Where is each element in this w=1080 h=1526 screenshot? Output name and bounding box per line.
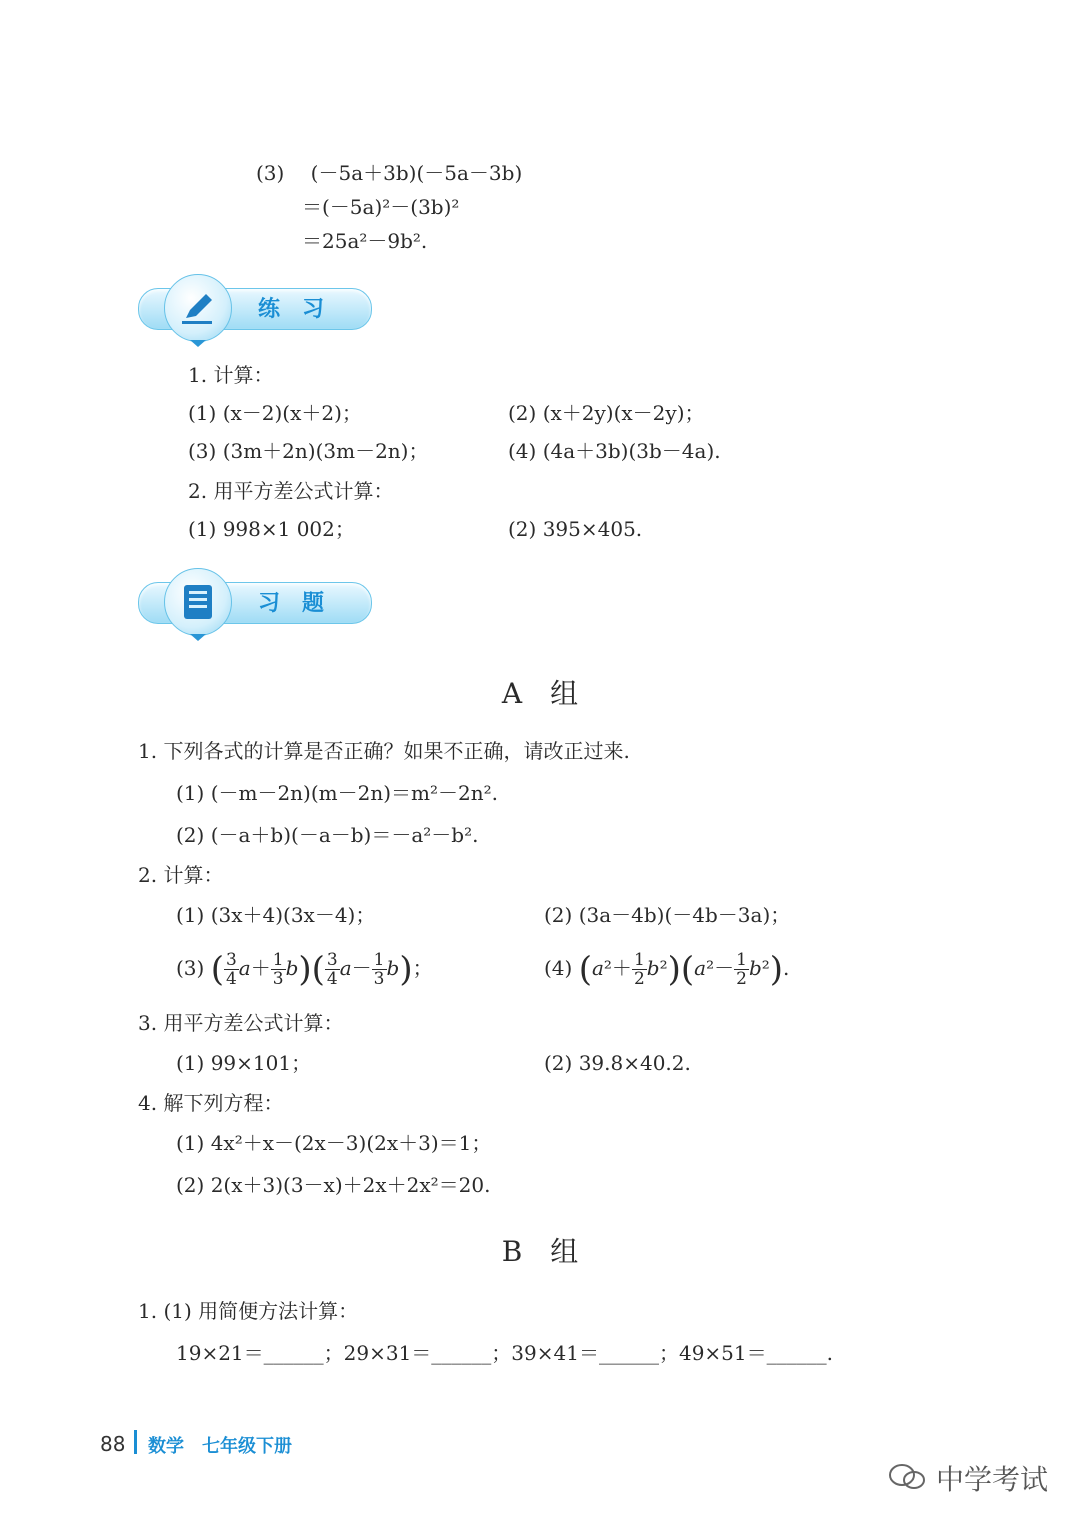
group-b-heading: B 组 — [501, 1235, 579, 1268]
practice-q1-p3: (3) (3m＋2n)(3m－2n)； — [188, 439, 429, 463]
a2-title: 2. 计算： — [138, 863, 224, 887]
page-number: 88 — [100, 1432, 126, 1456]
notebook-icon — [164, 568, 232, 636]
practice-q2-p1: (1) 998×1 002； — [188, 517, 355, 541]
practice-q2-p2: (2) 395×405. — [508, 517, 643, 541]
b1-line: 19×21＝______；29×31＝______；39×41＝______；49×51＝______. — [176, 1341, 833, 1365]
practice-q1-title: 1. 计算： — [188, 363, 274, 387]
example-line-1: (3) (－5a＋3b)(－5a－3b) — [256, 161, 523, 185]
a1-title: 1. 下列各式的计算是否正确？如果不正确，请改正过来. — [138, 739, 630, 763]
a4-title: 4. 解下列方程： — [138, 1091, 284, 1115]
book-title: 数学 七年级下册 — [148, 1436, 292, 1457]
a2-p3: (3) ( $\frac{3}{4}$ a＋ $\frac{1}{3}$ b)( $\frac{3}{4}$ a－ $\frac{1}{3}$ b)； — [176, 949, 433, 990]
practice-tag — [138, 274, 372, 334]
a4-p1: (1) 4x²＋x－(2x－3)(2x＋3)＝1； — [176, 1131, 492, 1155]
practice-q1-p4: (4) (4a＋3b)(3b－4a). — [508, 439, 721, 463]
a3-title: 3. 用平方差公式计算： — [138, 1011, 344, 1035]
exercises-label: 习题 — [258, 591, 347, 616]
a3-p2: (2) 39.8×40.2. — [544, 1051, 691, 1075]
example-line-3: ＝25a²－9b². — [302, 229, 428, 253]
a3-p1: (1) 99×101； — [176, 1051, 312, 1075]
pencil-icon — [164, 274, 232, 342]
practice-q1-p1: (1) (x－2)(x＋2)； — [188, 401, 362, 425]
practice-q1-p2: (2) (x＋2y)(x－2y)； — [508, 401, 705, 425]
group-a-heading: A 组 — [501, 677, 579, 710]
a4-p2: (2) 2(x＋3)(3－x)＋2x＋2x²＝20. — [176, 1173, 491, 1197]
watermark-text: 中学考试 — [936, 1463, 1049, 1496]
chat-bubble-icon — [888, 1462, 928, 1492]
b1-title: 1. (1) 用简便方法计算： — [138, 1299, 359, 1323]
practice-label: 练习 — [258, 297, 347, 322]
exercises-tag — [138, 568, 372, 628]
a2-p1: (1) (3x＋4)(3x－4)； — [176, 903, 376, 927]
practice-q2-title: 2. 用平方差公式计算： — [188, 479, 394, 503]
a2-p2: (2) (3a－4b)(－4b－3a)； — [544, 903, 791, 927]
a2-p4: (4) (a²＋ $\frac{1}{2}$ b²)(a²－ $\frac{1}{2}$ b²). — [544, 949, 790, 990]
footer-divider — [134, 1430, 137, 1454]
a1-p1: (1) (－m－2n)(m－2n)＝m²－2n². — [176, 781, 499, 805]
example-line-2: ＝(－5a)²－(3b)² — [302, 195, 460, 219]
a1-p2: (2) (－a＋b)(－a－b)＝－a²－b². — [176, 823, 479, 847]
